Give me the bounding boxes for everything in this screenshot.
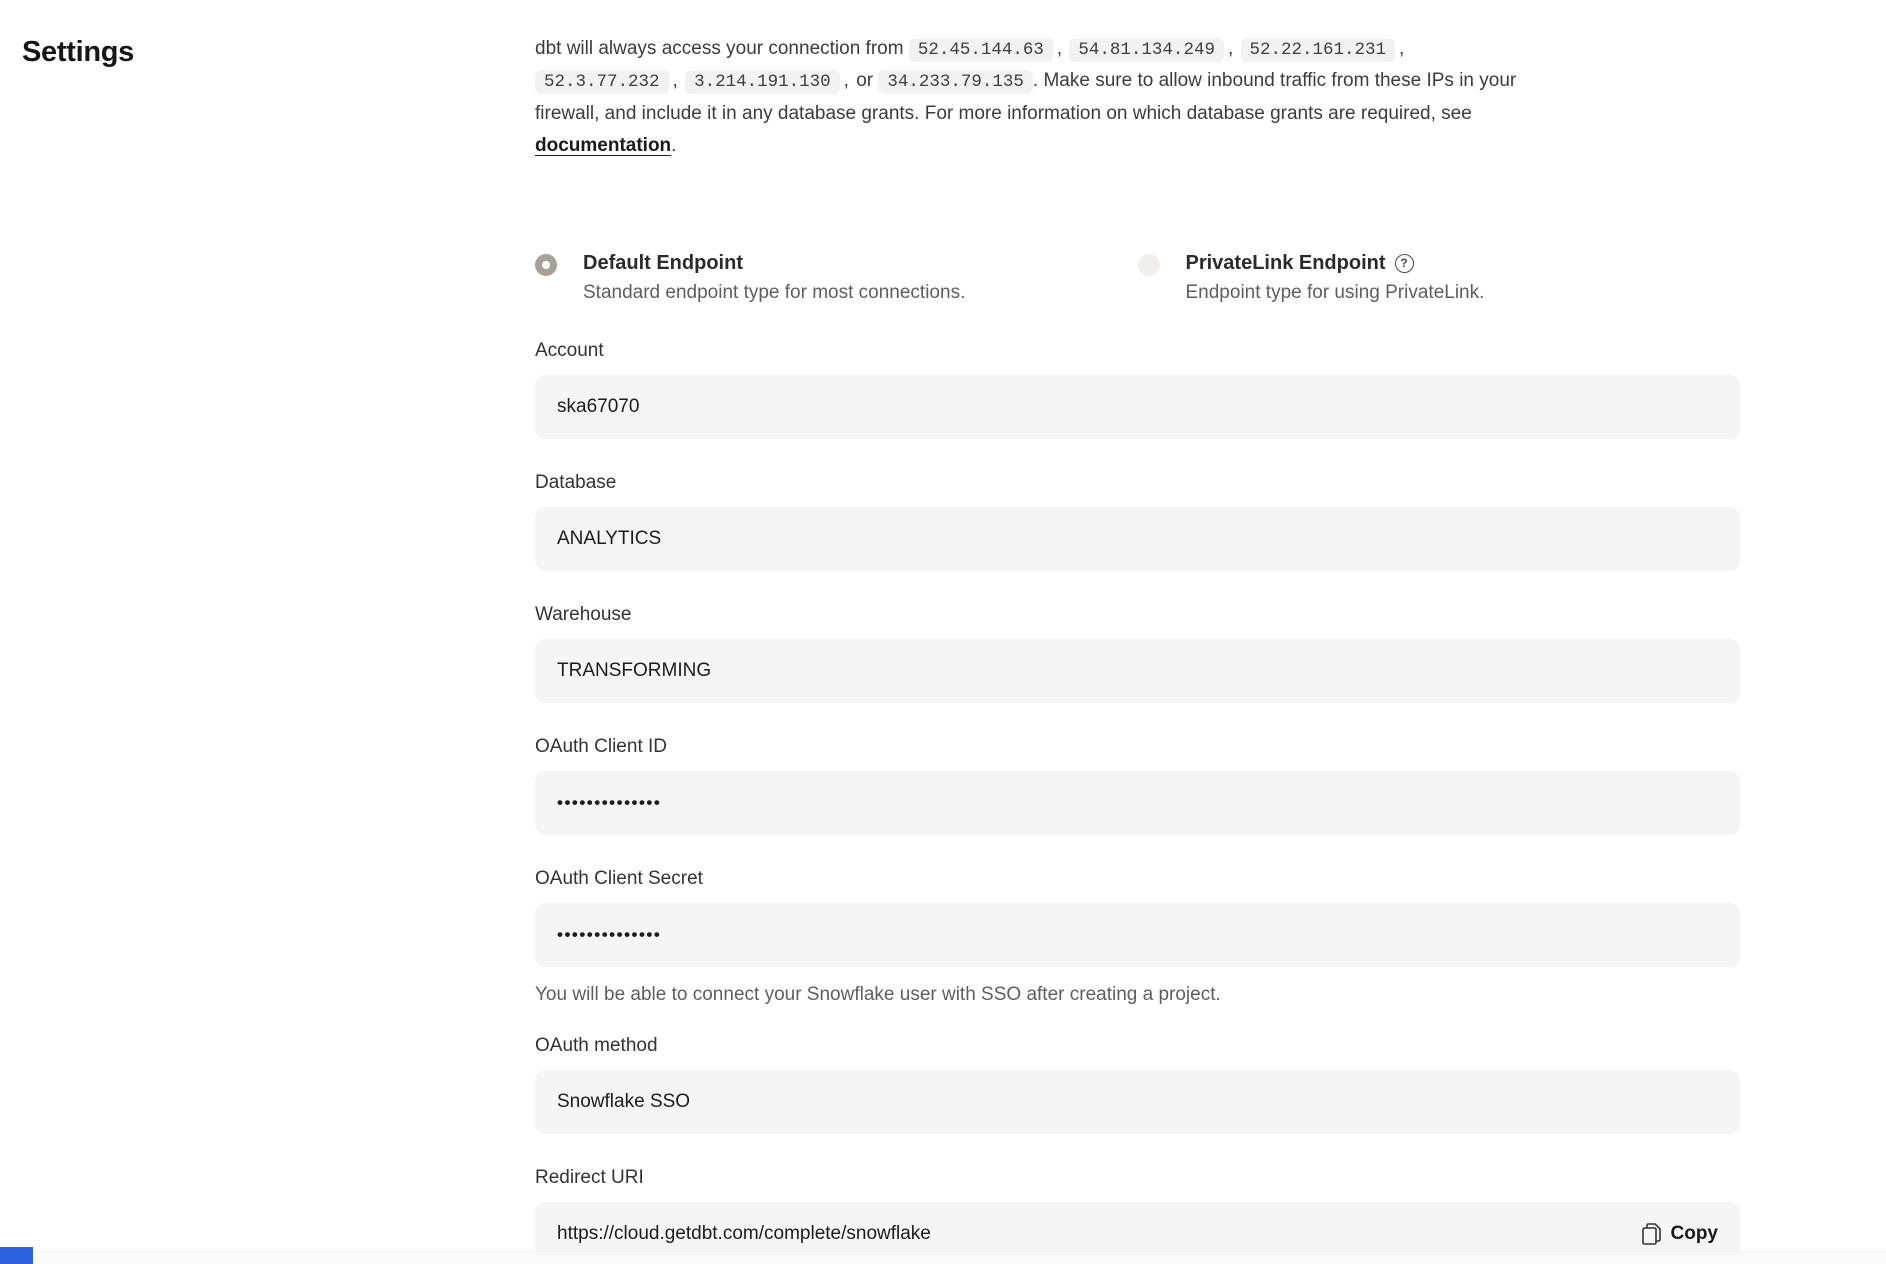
copy-button-label: Copy (1670, 1222, 1718, 1244)
oauth-client-id-label: OAuth Client ID (535, 735, 667, 757)
ip-chip: 54.81.134.249 (1069, 38, 1224, 62)
radio-selected-icon[interactable] (535, 254, 557, 276)
intro-after: . Make sure to allow inbound traffic from these IPs in your firewall, and include it in any database grants. For more information on which database grants are required, see (535, 70, 1517, 124)
field-warehouse (535, 604, 1740, 703)
database-label: Database (535, 471, 617, 493)
separator: , (1056, 38, 1063, 59)
endpoint-type-radio-group (535, 252, 1740, 304)
database-input[interactable] (535, 507, 1740, 571)
intro-lead: dbt will always access your connection from (535, 38, 904, 59)
ip-chip: 52.3.77.232 (535, 70, 669, 94)
field-oauth-method (535, 1035, 1740, 1134)
radio-unselected-icon[interactable] (1138, 254, 1160, 276)
documentation-link[interactable]: documentation (535, 134, 672, 156)
sso-helper-text: You will be able to connect your Snowflake user with SSO after creating a project. (535, 983, 1221, 1005)
intro-or: or (856, 70, 874, 92)
radio-option-default-endpoint[interactable] (535, 252, 1138, 304)
separator: , (1399, 38, 1405, 59)
radio-option-privatelink-endpoint[interactable] (1138, 252, 1741, 304)
warehouse-input[interactable] (535, 639, 1740, 703)
bottom-strip (0, 1251, 1886, 1264)
copy-icon (1642, 1223, 1661, 1245)
oauth-method-label: OAuth method (535, 1034, 658, 1056)
ip-chip: 52.45.144.63 (909, 38, 1053, 62)
page-title: Settings (22, 36, 134, 68)
endpoint-option-description: Endpoint type for using PrivateLink. (1185, 281, 1485, 303)
redirect-uri-value: https://cloud.getdbt.com/complete/snowflake (557, 1222, 931, 1244)
privatelink-endpoint-label: PrivateLink Endpoint (1185, 251, 1386, 274)
field-database (535, 472, 1740, 571)
separator: , (672, 70, 678, 92)
oauth-method-input[interactable] (535, 1070, 1740, 1134)
right-column (535, 0, 1886, 1264)
ip-chip: 52.22.161.231 (1241, 38, 1396, 62)
endpoint-option-description: Standard endpoint type for most connections. (583, 281, 966, 303)
endpoint-option-label (583, 252, 965, 275)
account-label: Account (535, 339, 604, 361)
help-icon[interactable]: ? (1395, 254, 1414, 273)
field-account (535, 340, 1740, 439)
left-column (0, 0, 535, 1264)
oauth-client-id-input[interactable] (535, 771, 1740, 835)
ip-chip: 34.233.79.135 (878, 70, 1033, 94)
field-oauth-client-secret (535, 868, 1740, 1006)
oauth-client-secret-input[interactable] (535, 903, 1740, 967)
ip-chip: 3.214.191.130 (685, 70, 840, 94)
ip-allowlist-notice (535, 33, 1540, 162)
copy-button[interactable] (1642, 1223, 1719, 1245)
endpoint-option-label (1186, 252, 1485, 275)
oauth-client-secret-label: OAuth Client Secret (535, 867, 703, 889)
account-input[interactable] (535, 375, 1740, 439)
bottom-accent-bar (0, 1247, 33, 1264)
separator: , (1227, 38, 1234, 59)
field-redirect-uri (535, 1167, 1740, 1264)
separator: , (843, 70, 849, 92)
redirect-uri-label: Redirect URI (535, 1166, 644, 1188)
warehouse-label: Warehouse (535, 603, 632, 625)
field-oauth-client-id (535, 736, 1740, 835)
default-endpoint-label: Default Endpoint (583, 251, 743, 274)
intro-period: . (671, 134, 677, 156)
